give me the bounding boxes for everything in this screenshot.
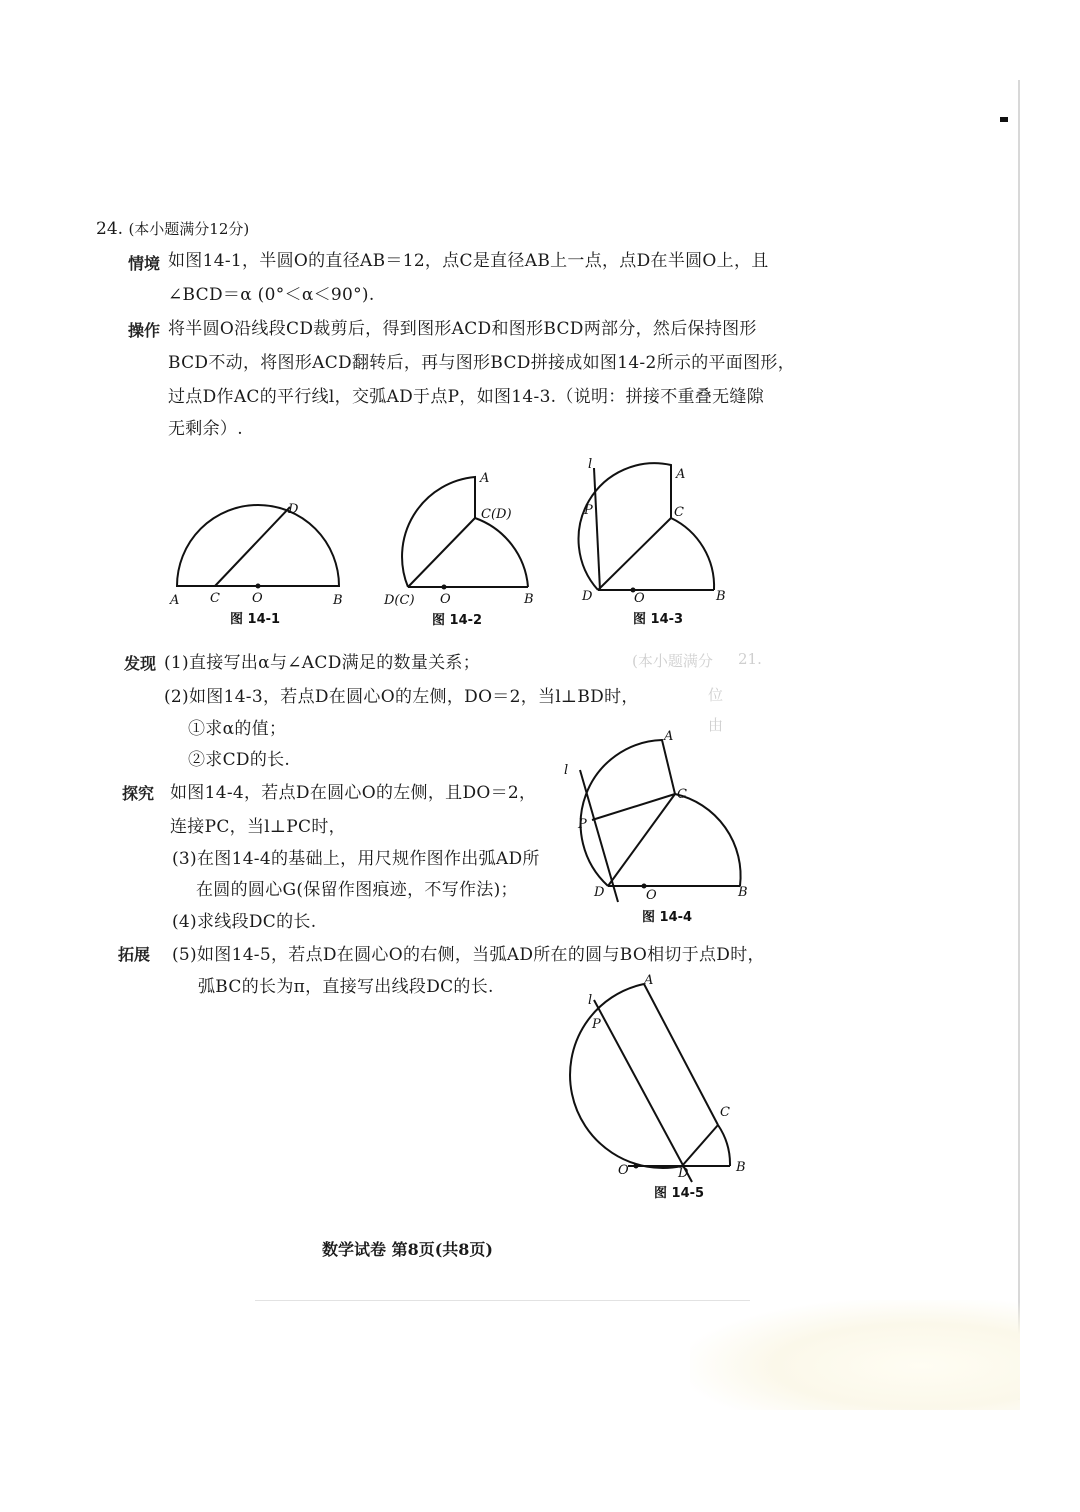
fixed-arc <box>718 1125 730 1166</box>
label-a: A <box>480 471 490 486</box>
scan-glare <box>690 1300 1020 1410</box>
label-o: O <box>618 1163 629 1178</box>
fixed-arc <box>675 794 741 886</box>
label-c: C <box>210 591 220 606</box>
segment-pc <box>592 794 675 820</box>
fixed-arc <box>671 518 714 590</box>
segment-dc <box>608 794 675 886</box>
segment-dc <box>682 1125 718 1166</box>
label-c: C <box>677 787 687 802</box>
question-score: (本小题满分12分) <box>128 220 250 238</box>
label-b: B <box>736 1160 746 1175</box>
explore-line-1: 如图14-4，若点D在圆心O的左侧，且DO＝2， <box>170 783 537 803</box>
figure-14-2-svg <box>380 462 550 632</box>
line-l <box>580 770 618 902</box>
label-o: O <box>252 591 263 606</box>
figure-14-5-svg <box>580 960 770 1210</box>
explore-q4: (4)求线段DC的长. <box>172 912 317 932</box>
label-b: B <box>524 592 534 607</box>
label-l: l <box>564 763 569 778</box>
extend-tag: 拓展 <box>118 945 151 964</box>
figure-14-2 <box>380 462 550 636</box>
label-p: P <box>584 503 593 518</box>
discover-q2a: ①求α的值； <box>188 719 287 739</box>
question-number: 24. <box>96 219 124 239</box>
label-a: A <box>664 729 674 744</box>
flipped-arc <box>402 477 475 587</box>
operation-tag: 操作 <box>128 321 161 340</box>
segment-dc <box>408 518 475 587</box>
label-p: P <box>592 1017 601 1032</box>
explore-tag: 探究 <box>122 784 155 803</box>
label-l: l <box>588 993 593 1008</box>
flipped-arc <box>579 463 671 590</box>
figure-14-5 <box>580 960 770 1214</box>
label-c: C <box>720 1105 730 1120</box>
context-line-1: 如图14-1，半圆O的直径AB＝12，点C是直径AB上一点，点D在半圆O上，且 <box>168 251 769 271</box>
figure-caption: 图 14-1 <box>230 612 281 627</box>
explore-q3b: 在圆的圆心G(保留作图痕迹，不写作法)； <box>196 880 518 900</box>
extend-q5b: 弧BC的长为π，直接写出线段DC的长. <box>198 977 494 997</box>
bleed-text-3: 位 <box>708 686 724 704</box>
operation-line-3: 过点D作AC的平行线l，交弧AD于点P，如图14-3.（说明：拼接不重叠无缝隙 <box>168 387 764 407</box>
explore-q3a: (3)在图14-4的基础上，用尺规作图作出弧AD所 <box>172 849 540 869</box>
segment-cd <box>215 507 290 586</box>
flipped-arc <box>570 984 682 1168</box>
label-d: D <box>678 1166 689 1181</box>
label-a: A <box>676 467 686 482</box>
label-o: O <box>440 592 451 607</box>
label-l: l <box>588 457 593 472</box>
bleed-text-1: (本小题满分 <box>632 652 713 670</box>
label-d-c: D(C) <box>384 593 415 608</box>
question-header <box>96 218 249 239</box>
label-c: C <box>674 505 684 520</box>
bleed-text-4: 由 <box>708 716 724 734</box>
label-d: D <box>594 885 605 900</box>
label-p: P <box>578 817 587 832</box>
center-point <box>634 1164 639 1169</box>
fixed-arc <box>475 518 528 587</box>
semicircle <box>177 505 339 586</box>
label-d: D <box>582 589 593 604</box>
label-o: O <box>634 591 645 606</box>
center-point <box>442 585 447 590</box>
context-line-2: ∠BCD＝α (0°＜α＜90°). <box>168 285 375 305</box>
operation-line-4: 无剩余）. <box>168 419 243 439</box>
label-d: D <box>288 502 299 517</box>
operation-line-2: BCD不动，将图形ACD翻转后，再与图形BCD拼接成如图14-2所示的平面图形， <box>168 353 795 373</box>
bottom-rule <box>255 1300 750 1301</box>
segment-dc <box>598 518 671 590</box>
page-edge <box>1018 80 1020 1400</box>
figure-14-4-svg <box>558 722 758 932</box>
figure-14-1-svg <box>160 490 360 630</box>
figure-caption: 图 14-3 <box>633 612 684 627</box>
discover-q1: (1)直接写出α与∠ACD满足的数量关系； <box>164 653 481 673</box>
figure-14-4 <box>558 722 758 936</box>
figure-caption: 图 14-4 <box>642 910 693 925</box>
discover-tag: 发现 <box>124 654 157 673</box>
context-tag: 情境 <box>128 254 161 273</box>
figure-14-1 <box>160 490 360 634</box>
center-point <box>256 584 261 589</box>
label-b: B <box>738 885 748 900</box>
label-a: A <box>170 593 180 608</box>
label-b: B <box>716 589 726 604</box>
discover-q2b: ②求CD的长. <box>188 750 291 770</box>
page-footer: 数学试卷 第8页(共8页) <box>322 1240 493 1259</box>
figure-caption: 图 14-5 <box>654 1186 705 1201</box>
label-c-d: C(D) <box>481 507 512 522</box>
label-b: B <box>333 593 343 608</box>
operation-line-1: 将半圆O沿线段CD裁剪后，得到图形ACD和图形BCD两部分，然后保持图形 <box>168 319 757 339</box>
label-a: A <box>644 973 654 988</box>
figure-14-3-svg <box>578 450 748 630</box>
figure-caption: 图 14-2 <box>432 613 483 628</box>
extend-q5a: (5)如图14-5，若点D在圆心O的右侧，当弧AD所在的圆与BO相切于点D时， <box>172 945 765 965</box>
segment-ac <box>644 984 718 1125</box>
line-l <box>594 1000 692 1182</box>
label-o: O <box>646 888 657 903</box>
edge-mark <box>1000 117 1008 122</box>
bleed-text-2: 21. <box>738 650 762 668</box>
discover-q2: (2)如图14-3，若点D在圆心O的左侧，DO＝2，当l⊥BD时， <box>164 687 639 707</box>
explore-line-2: 连接PC，当l⊥PC时， <box>170 817 346 837</box>
figure-14-3 <box>578 450 748 634</box>
